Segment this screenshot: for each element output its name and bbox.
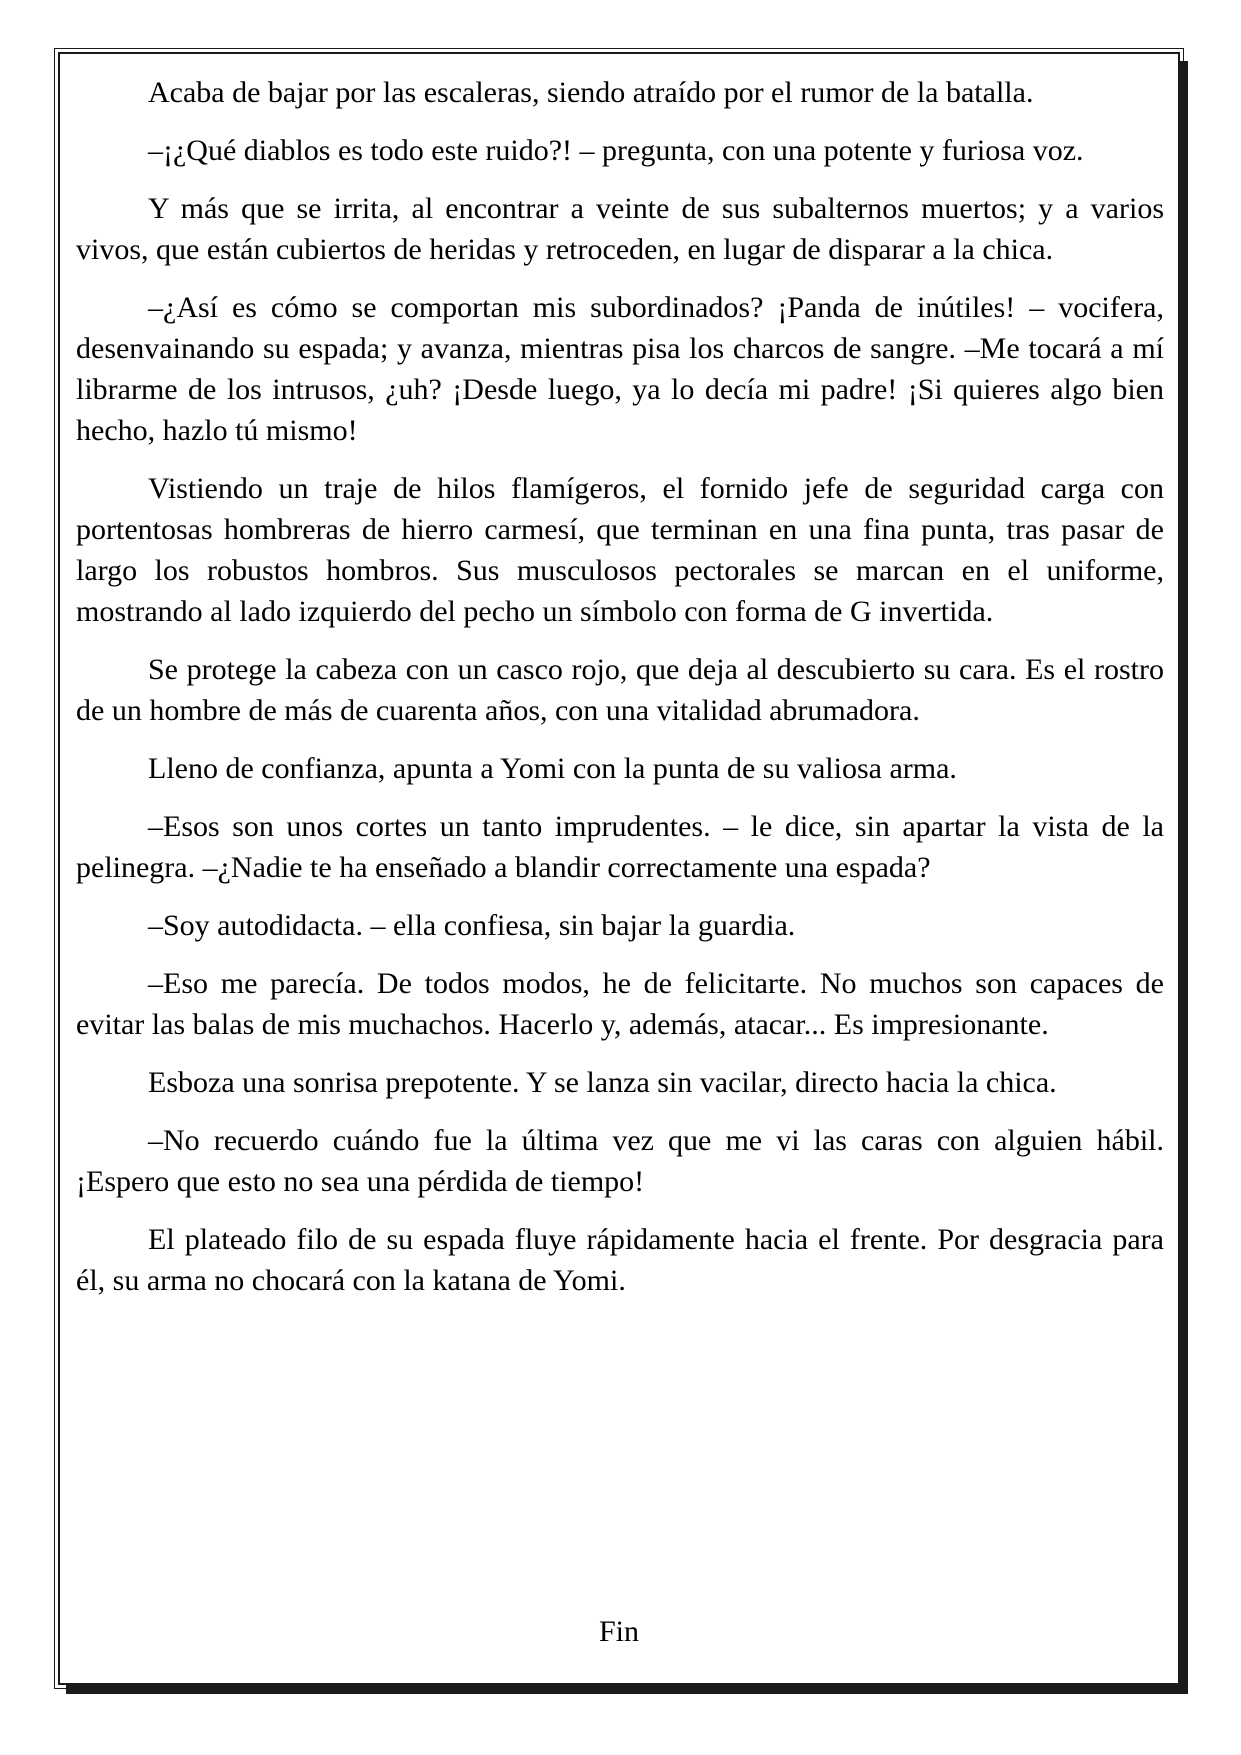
paragraph: –¡¿Qué diablos es todo este ruido?! – pregunta, con una potente y furiosa voz. — [148, 134, 1084, 167]
paragraph: –¿Así es cómo se comportan mis subordinados? ¡Panda de inútiles! – vocifera, desenvainando su espada; y avanza, mientras pisa los charcos de sangre. –Me tocará a mí librarme de los intrusos, ¿uh? ¡Desde luego, ya lo decía mi padre! ¡Si quieres algo bien hecho, hazlo tú mismo! — [76, 291, 1164, 447]
end-marker: Fin — [598, 1615, 640, 1648]
text-body — [76, 72, 1164, 1318]
page-frame — [58, 52, 1180, 1685]
paragraph: Esboza una sonrisa prepotente. Y se lanza sin vacilar, directo hacia la chica. — [148, 1066, 1057, 1099]
paragraph: –No recuerdo cuándo fue la última vez que me vi las caras con alguien hábil. ¡Espero que esto no sea una pérdida de tiempo! — [76, 1124, 1164, 1198]
paragraph: –Soy autodidacta. – ella confiesa, sin bajar la guardia. — [148, 909, 796, 942]
paragraph: Y más que se irrita, al encontrar a veinte de sus subalternos muertos; y a varios vivos, que están cubiertos de heridas y retroceden, en lugar de disparar a la chica. — [76, 192, 1164, 266]
paragraph: Vistiendo un traje de hilos flamígeros, el fornido jefe de seguridad carga con portentosas hombreras de hierro carmesí, que terminan en una fina punta, tras pasar de largo los robustos hombros. Sus musculosos pectorales se marcan en el uniforme, mostrando al lado izquierdo del pecho un símbolo con forma de G invertida. — [76, 472, 1164, 628]
paragraph: Se protege la cabeza con un casco rojo, que deja al descubierto su cara. Es el rostro de un hombre de más de cuarenta años, con una vitalidad abrumadora. — [76, 653, 1164, 727]
paragraph: Lleno de confianza, apunta a Yomi con la punta de su valiosa arma. — [148, 752, 957, 785]
paragraph: El plateado filo de su espada fluye rápidamente hacia el frente. Por desgracia para él, su arma no chocará con la katana de Yomi. — [76, 1223, 1164, 1297]
paragraph: Acaba de bajar por las escaleras, siendo atraído por el rumor de la batalla. — [148, 76, 1034, 109]
paragraph: –Esos son unos cortes un tanto imprudentes. – le dice, sin apartar la vista de la pelinegra. –¿Nadie te ha enseñado a blandir correctamente una espada? — [76, 810, 1164, 884]
paragraph: –Eso me parecía. De todos modos, he de felicitarte. No muchos son capaces de evitar las balas de mis muchachos. Hacerlo y, además, atacar... Es impresionante. — [76, 967, 1164, 1041]
